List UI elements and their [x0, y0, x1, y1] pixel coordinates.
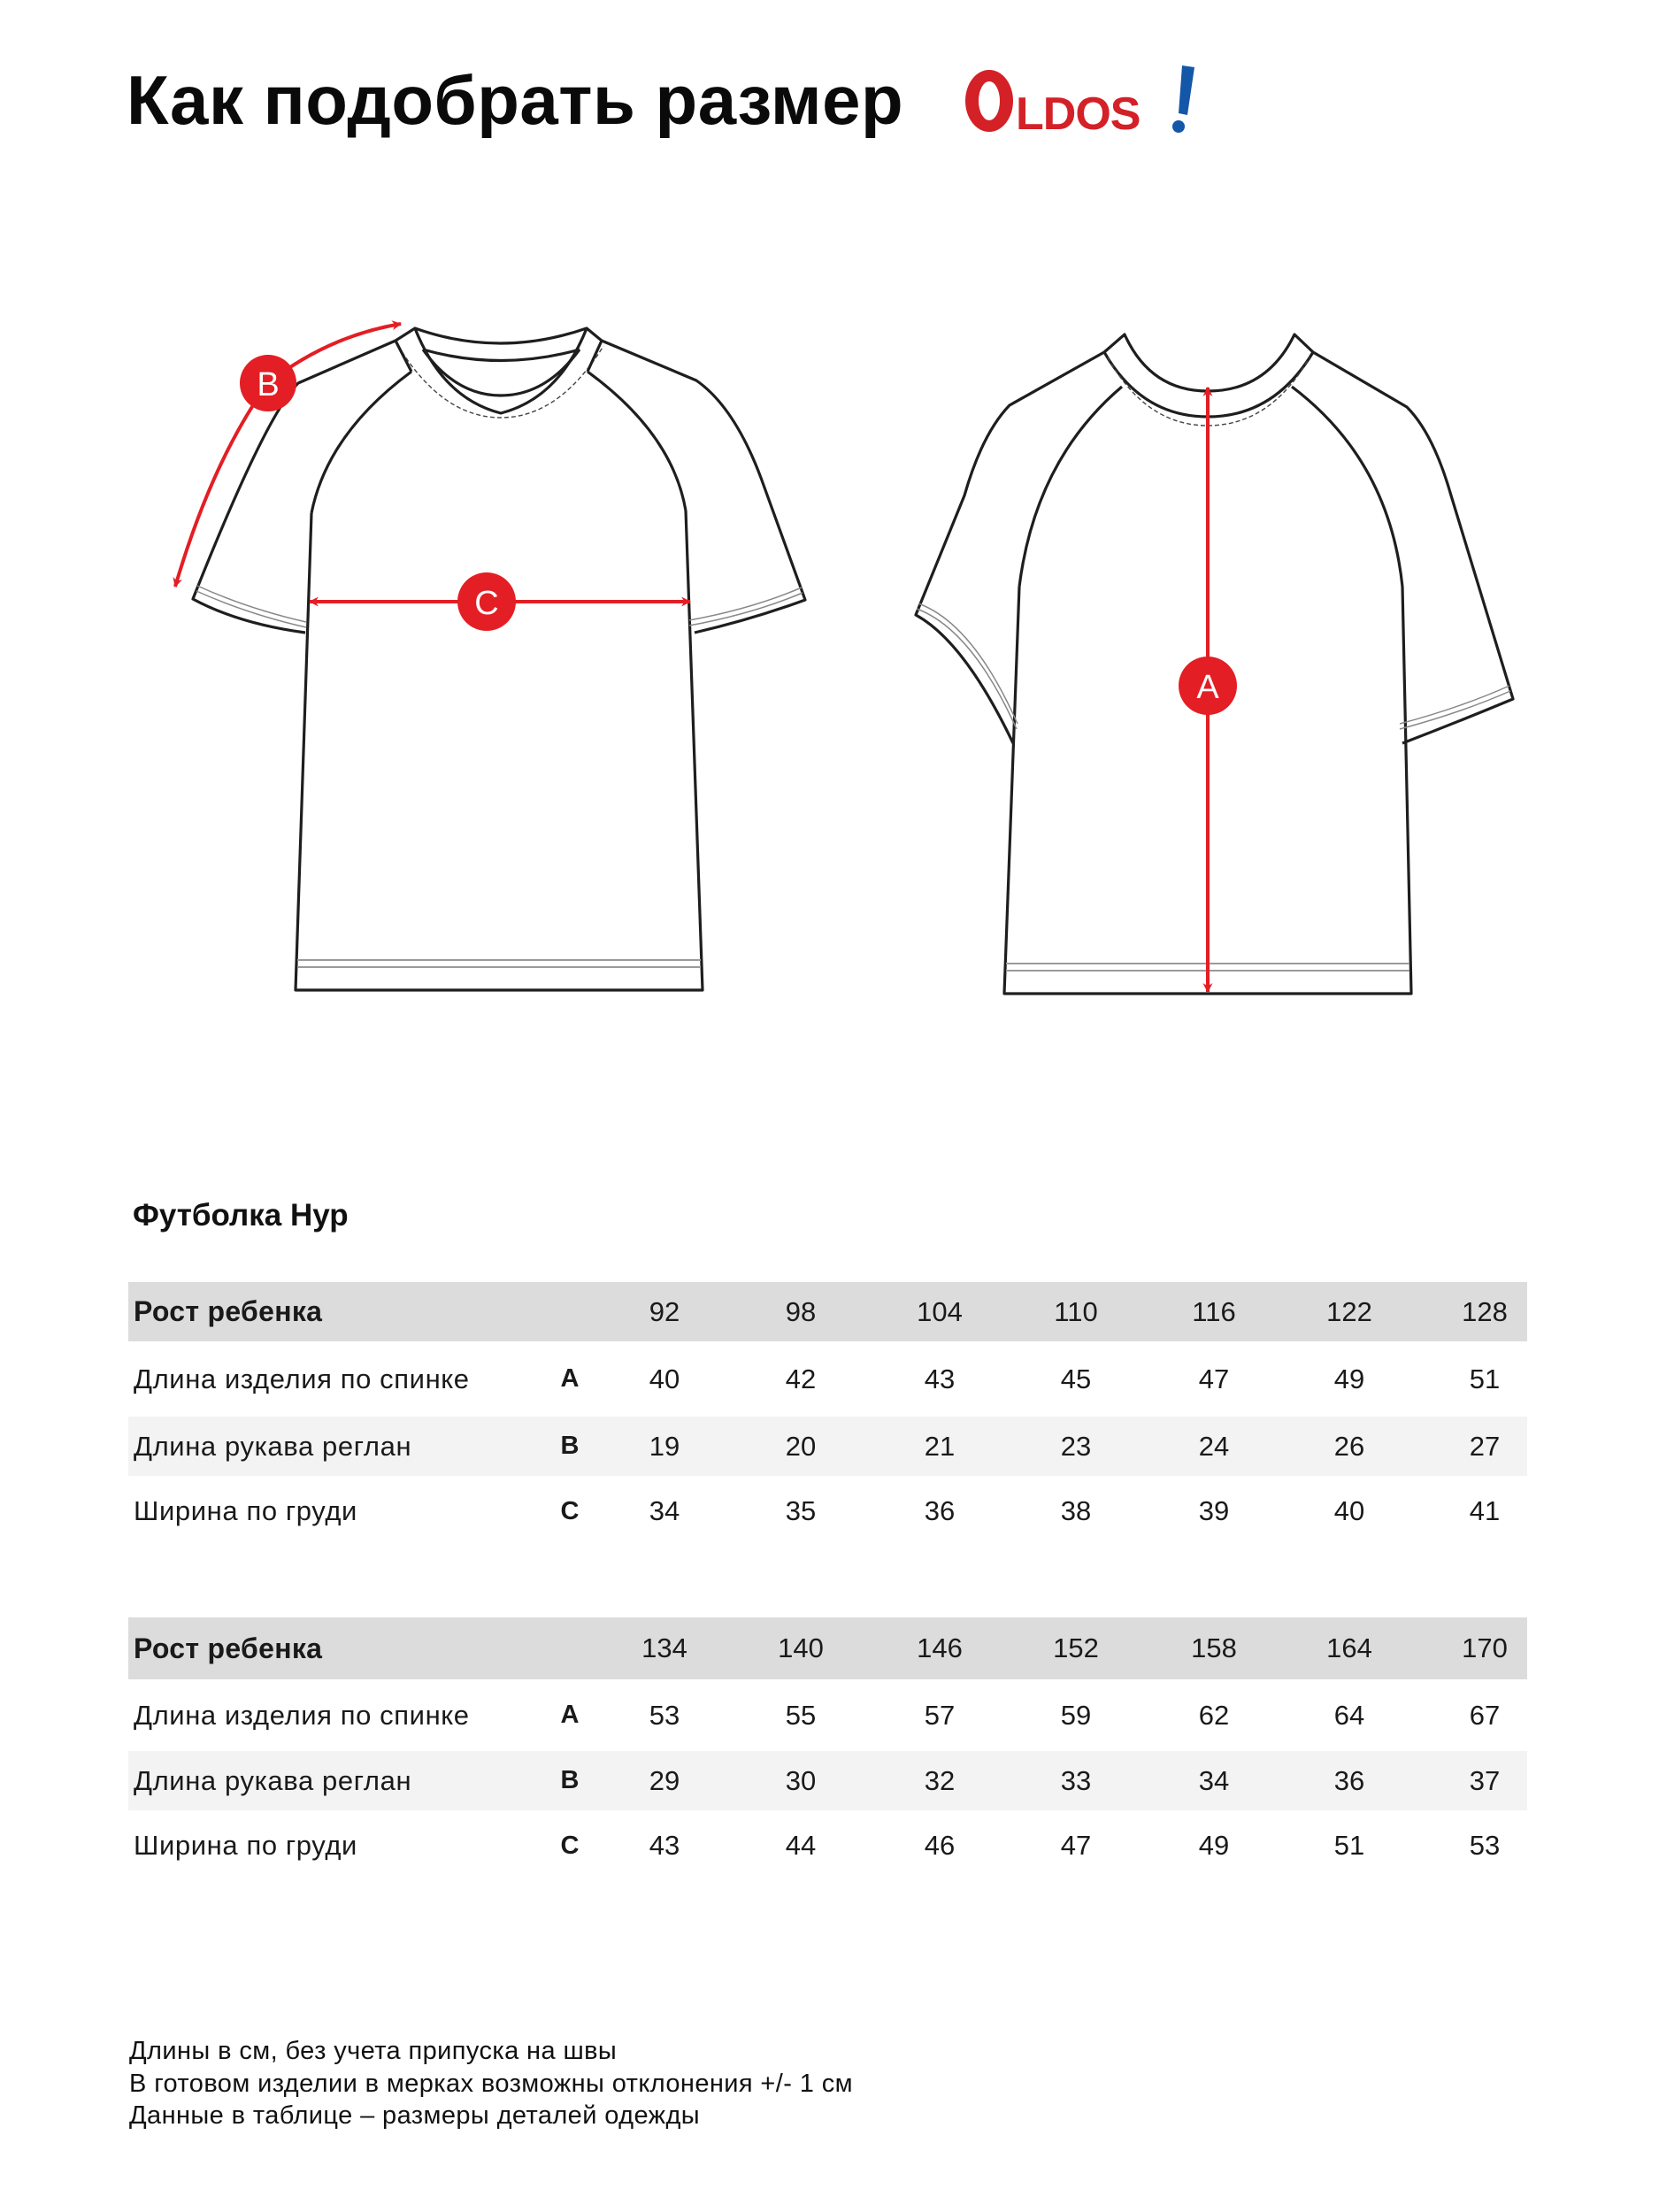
value-cell: 59	[1060, 1699, 1092, 1731]
size-cell: 110	[1054, 1295, 1098, 1327]
value-cell: 47	[1060, 1830, 1092, 1861]
marker-c-label: C	[474, 585, 499, 622]
size-cell: 122	[1326, 1295, 1372, 1327]
footnote: В готовом изделии в мерках возможны отклонения +/- 1 см	[129, 2069, 853, 2098]
value-cell: 44	[785, 1830, 817, 1861]
front-tshirt	[193, 328, 805, 990]
front-left-raglan-seam	[311, 372, 411, 513]
row-label: Ширина по груди	[134, 1830, 357, 1861]
value-cell: 36	[924, 1495, 956, 1526]
size-cell: 170	[1462, 1632, 1508, 1663]
header-label: Рост ребенка	[134, 1632, 323, 1664]
value-cell: 37	[1469, 1764, 1501, 1796]
value-cell: 47	[1198, 1363, 1230, 1394]
measure-b	[175, 324, 401, 587]
row-label: Длина рукава реглан	[134, 1764, 412, 1796]
table-row	[128, 1751, 1527, 1810]
value-cell: 32	[924, 1764, 956, 1796]
value-cell: 51	[1333, 1830, 1365, 1861]
product-name: Футболка Нур	[133, 1198, 349, 1233]
row-letter: B	[560, 1766, 580, 1794]
value-cell: 46	[924, 1830, 956, 1861]
value-cell: 34	[649, 1495, 680, 1526]
size-cell: 134	[641, 1632, 687, 1663]
value-cell: 53	[1469, 1830, 1501, 1861]
page-title: Как подобрать размер	[127, 61, 904, 139]
measure-a	[1179, 388, 1237, 992]
value-cell: 19	[649, 1430, 680, 1462]
row-letter: A	[560, 1701, 580, 1729]
table-row	[128, 1417, 1527, 1476]
front-collar	[396, 328, 602, 343]
value-cell: 21	[924, 1430, 956, 1462]
size-cell: 152	[1053, 1632, 1099, 1663]
value-cell: 49	[1333, 1363, 1365, 1394]
value-cell: 36	[1333, 1764, 1365, 1796]
marker-a-label: A	[1196, 669, 1219, 706]
value-cell: 23	[1060, 1430, 1092, 1462]
back-left-raglan-seam	[1019, 387, 1122, 587]
table-row	[128, 1341, 1527, 1417]
back-right-raglan-seam	[1292, 387, 1402, 587]
value-cell: 38	[1060, 1495, 1092, 1526]
value-cell: 39	[1198, 1495, 1230, 1526]
table-header-row	[128, 1617, 1527, 1679]
footnote: Данные в таблице – размеры деталей одежды	[129, 2101, 701, 2130]
table-header-row	[128, 1282, 1527, 1341]
back-right-sleeve	[1313, 352, 1513, 743]
value-cell: 26	[1333, 1430, 1365, 1462]
value-cell: 51	[1469, 1363, 1501, 1394]
value-cell: 43	[924, 1363, 956, 1394]
size-cell: 146	[917, 1632, 963, 1663]
size-cell: 98	[785, 1295, 817, 1327]
front-right-sleeve	[602, 341, 805, 633]
table-row	[128, 1679, 1527, 1751]
header-label: Рост ребенка	[134, 1295, 323, 1327]
row-letter: A	[560, 1364, 580, 1393]
value-cell: 33	[1060, 1764, 1092, 1796]
value-cell: 64	[1333, 1699, 1365, 1731]
row-label: Длина рукава реглан	[134, 1430, 412, 1462]
measure-c	[310, 572, 690, 631]
back-collar	[1104, 334, 1313, 391]
table-row	[128, 1810, 1527, 1881]
size-cell: 92	[649, 1295, 680, 1327]
value-cell: 35	[785, 1495, 817, 1526]
back-left-sleeve	[916, 352, 1104, 743]
front-right-raglan-seam	[588, 372, 686, 511]
value-cell: 43	[649, 1830, 680, 1861]
size-cell: 128	[1462, 1295, 1508, 1327]
row-letter: C	[560, 1831, 580, 1860]
size-table-1	[128, 1282, 1527, 1547]
row-letter: B	[560, 1432, 580, 1460]
row-letter: C	[560, 1496, 580, 1525]
value-cell: 34	[1198, 1764, 1230, 1796]
value-cell: 41	[1469, 1495, 1501, 1526]
value-cell: 27	[1469, 1430, 1501, 1462]
size-cell: 104	[917, 1295, 963, 1327]
value-cell: 53	[649, 1699, 680, 1731]
size-cell: 140	[778, 1632, 824, 1663]
table-row	[128, 1476, 1527, 1547]
footnotes	[129, 2035, 853, 2132]
value-cell: 57	[924, 1699, 956, 1731]
row-label: Длина изделия по спинке	[134, 1363, 470, 1394]
size-cell: 116	[1192, 1295, 1236, 1327]
marker-b-label: B	[257, 366, 280, 403]
logo-letters: LDOS	[1016, 88, 1141, 138]
value-cell: 67	[1469, 1699, 1501, 1731]
footnote: Длины в см, без учета припуска на швы	[129, 2037, 618, 2065]
row-label: Длина изделия по спинке	[134, 1699, 470, 1731]
size-table-2	[128, 1617, 1527, 1881]
value-cell: 40	[1333, 1495, 1365, 1526]
value-cell: 49	[1198, 1830, 1230, 1861]
value-cell: 24	[1198, 1430, 1230, 1462]
value-cell: 45	[1060, 1363, 1092, 1394]
value-cell: 30	[785, 1764, 817, 1796]
row-label: Ширина по груди	[134, 1495, 357, 1526]
value-cell: 29	[649, 1764, 680, 1796]
tshirt-diagram	[0, 0, 1659, 1062]
size-cell: 164	[1326, 1632, 1372, 1663]
value-cell: 42	[785, 1363, 817, 1394]
value-cell: 55	[785, 1699, 817, 1731]
value-cell: 40	[649, 1363, 680, 1394]
value-cell: 20	[785, 1430, 817, 1462]
value-cell: 62	[1198, 1699, 1230, 1731]
size-cell: 158	[1191, 1632, 1237, 1663]
